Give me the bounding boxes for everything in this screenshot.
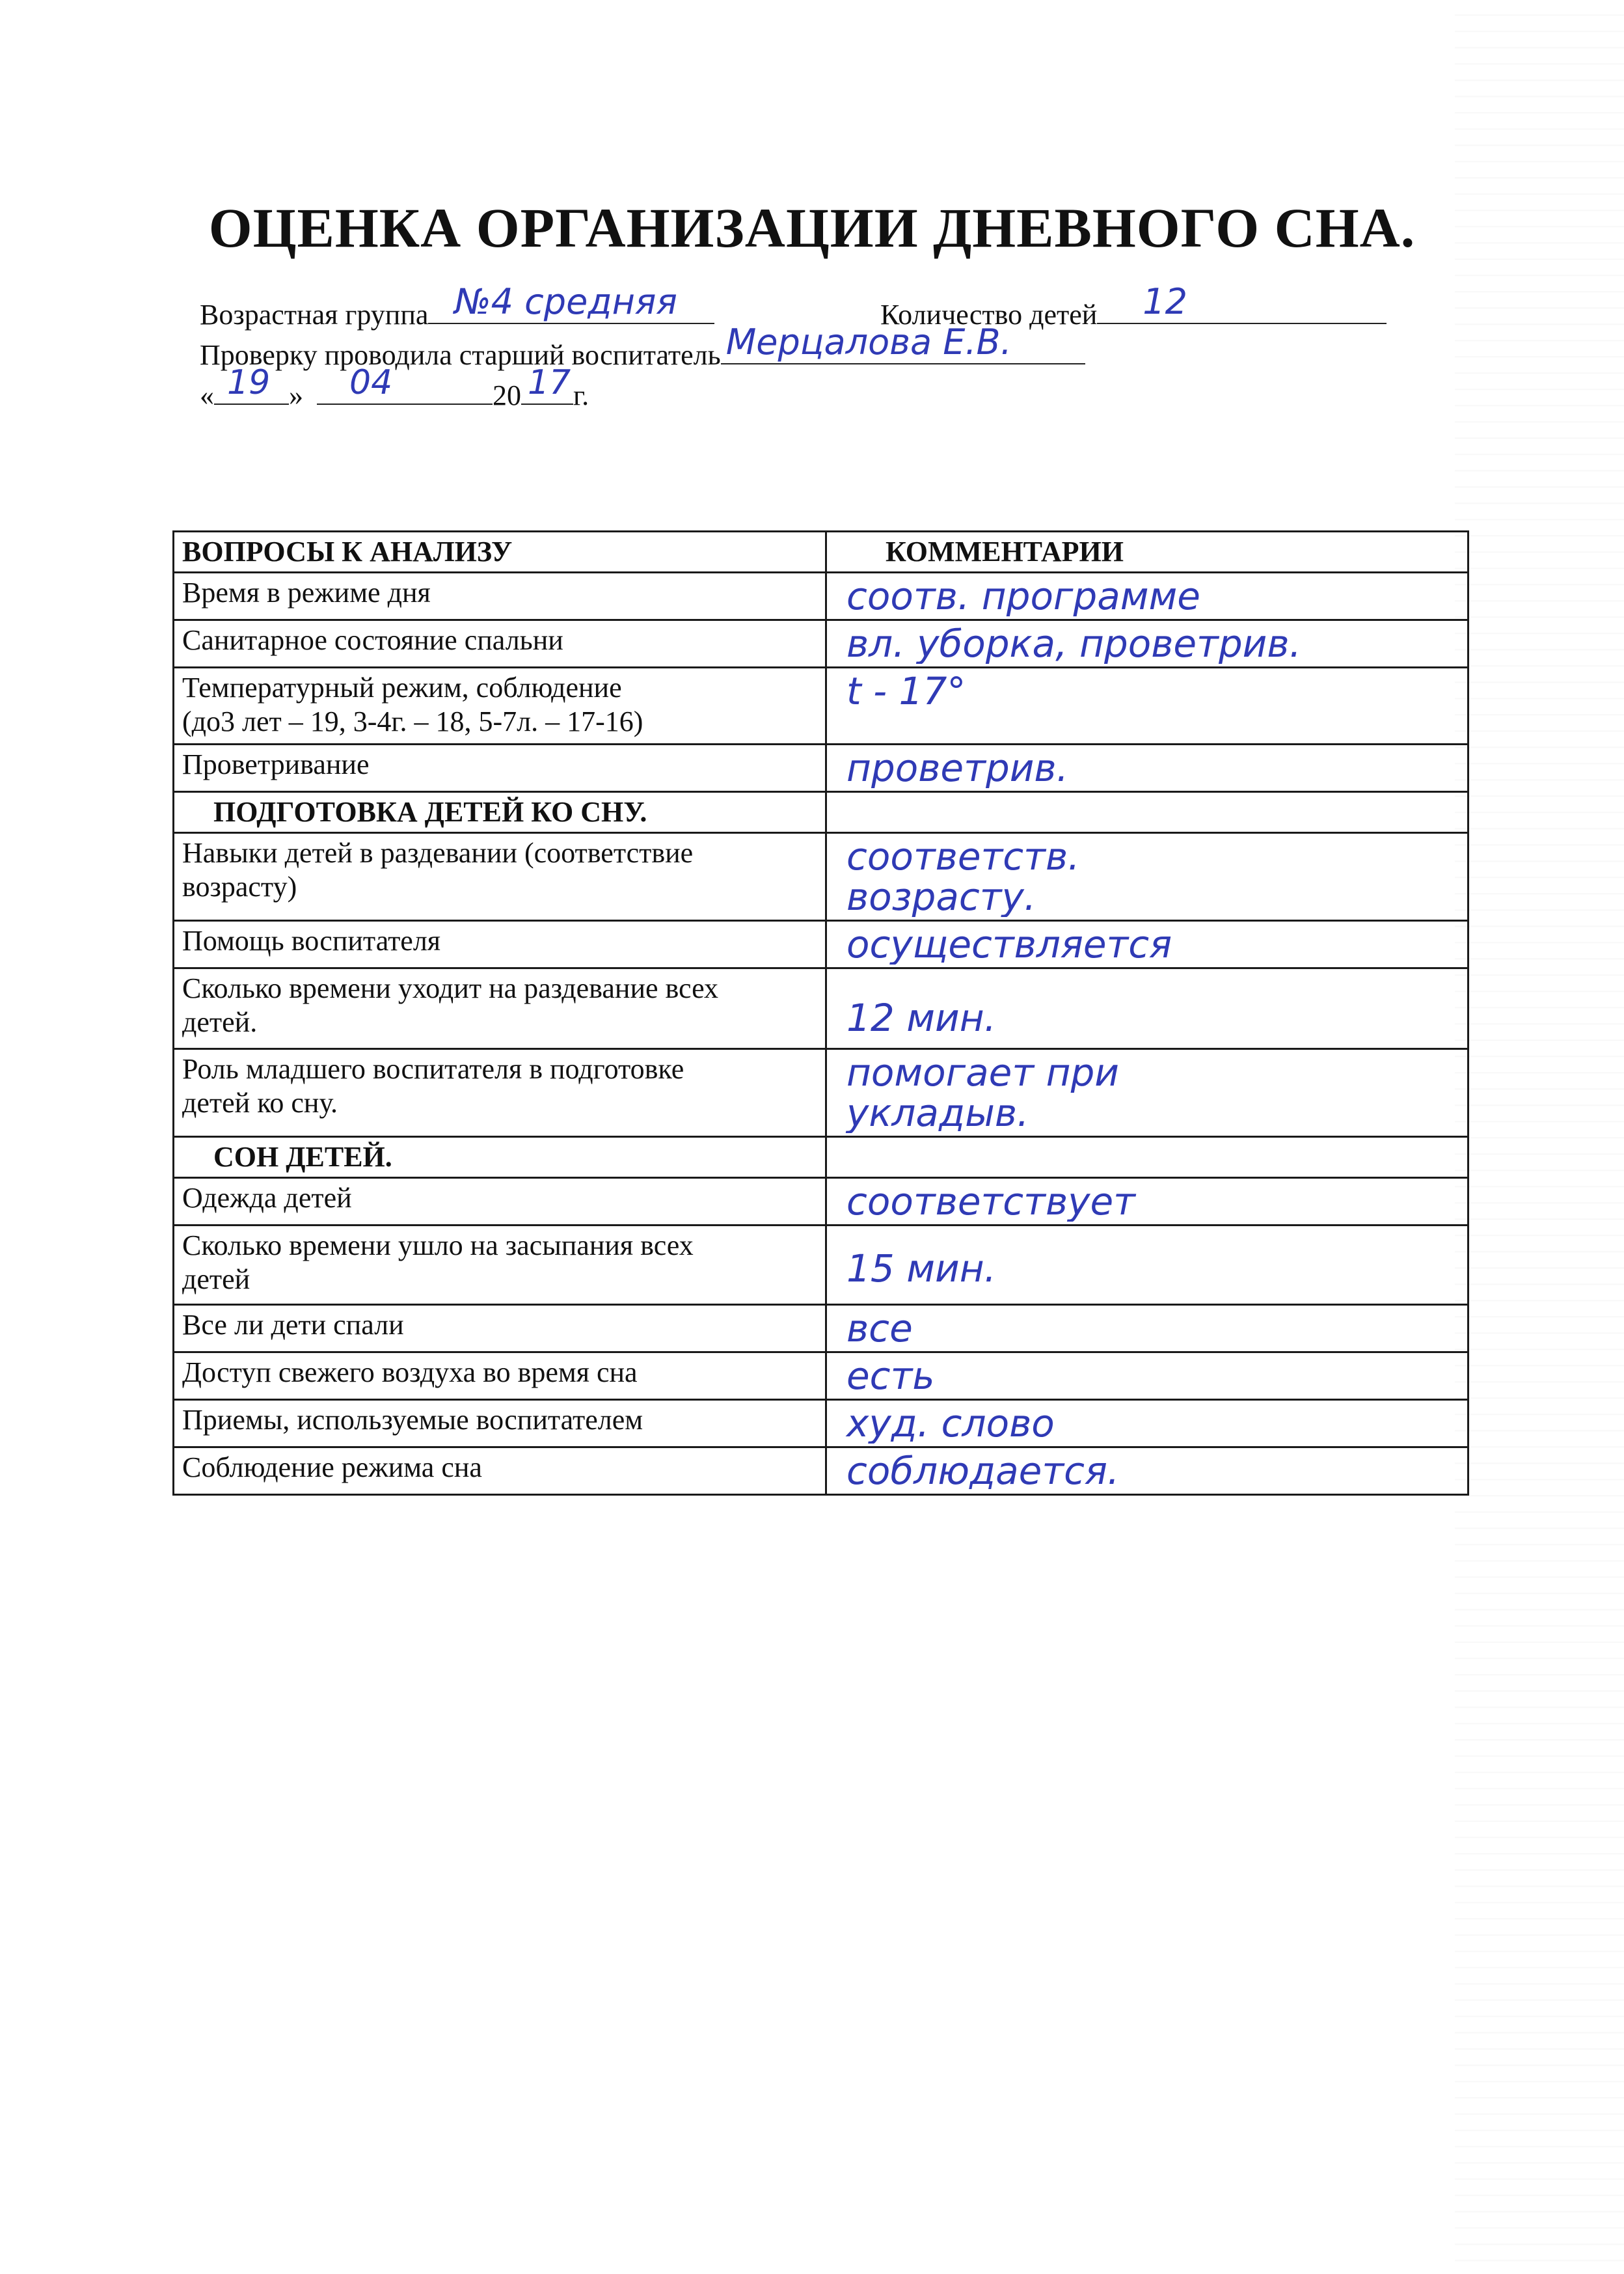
inspector-value: Мерцалова Е.В. — [725, 322, 1012, 363]
comment-cell[interactable] — [826, 1049, 1468, 1137]
comment-text: соотв. программе — [846, 576, 1200, 616]
comment-text: вл. уборка, проветрив. — [846, 623, 1301, 664]
section-empty-cell — [826, 1137, 1468, 1178]
question-cell: Помощь воспитателя — [174, 921, 826, 968]
question-line-2: детей ко сну. — [182, 1087, 338, 1119]
col-comments-header: КОММЕНТАРИИ — [826, 532, 1468, 573]
comment-cell[interactable] — [826, 1305, 1468, 1352]
table-row — [174, 1178, 1468, 1226]
question-cell: Доступ свежего воздуха во время сна — [174, 1352, 826, 1400]
table-row — [174, 833, 1468, 921]
table-row — [174, 1352, 1468, 1400]
comment-text: помогает при — [846, 1052, 1119, 1093]
question-line: Навыки детей в раздевании (соответствие — [182, 837, 694, 869]
comment-text: 12 мин. — [846, 998, 997, 1038]
date-close-quote: » — [289, 379, 303, 411]
comment-cell[interactable] — [826, 745, 1468, 792]
question-line-2: возрасту) — [182, 871, 297, 903]
comment-text: осуществляется — [846, 924, 1172, 965]
comment-text-2: возрасту. — [846, 877, 1036, 917]
comment-cell[interactable] — [826, 1352, 1468, 1400]
comment-cell[interactable] — [826, 921, 1468, 968]
comment-text: проветрив. — [846, 748, 1069, 788]
question-line: Роль младшего воспитателя в подготовке — [182, 1053, 684, 1085]
date-year-prefix: 20 — [493, 379, 521, 411]
question-cell — [174, 968, 826, 1049]
date-day-value: 19 — [227, 363, 271, 402]
question-cell: Санитарное состояние спальни — [174, 620, 826, 668]
question-line-2: детей — [182, 1263, 250, 1295]
comment-text-2: укладыв. — [846, 1093, 1029, 1133]
date-year-unit: г. — [573, 379, 589, 411]
table-row — [174, 1400, 1468, 1447]
col-questions-header: ВОПРОСЫ К АНАЛИЗУ — [174, 532, 826, 573]
comment-cell[interactable] — [826, 1226, 1468, 1305]
table-row — [174, 1049, 1468, 1137]
date-day-field[interactable] — [214, 363, 289, 405]
inspector-field[interactable] — [721, 322, 1085, 364]
table-row — [174, 620, 1468, 668]
analysis-table — [172, 530, 1469, 1496]
question-cell: Проветривание — [174, 745, 826, 792]
date-year-field[interactable] — [521, 363, 573, 405]
comment-text: соответствует — [846, 1181, 1135, 1222]
table-row — [174, 668, 1468, 745]
comment-text: есть — [846, 1356, 935, 1396]
comment-text: соблюдается. — [846, 1451, 1120, 1491]
question-cell: Все ли дети спали — [174, 1305, 826, 1352]
comment-cell[interactable] — [826, 833, 1468, 921]
comment-text: все — [846, 1308, 913, 1349]
question-line: Сколько времени уходит на раздевание всех — [182, 972, 719, 1004]
table-row — [174, 1447, 1468, 1495]
age-group-value: №4 средняя — [454, 281, 677, 322]
table-row — [174, 968, 1468, 1049]
question-line-2: детей. — [182, 1006, 258, 1038]
section-row-sleep — [174, 1137, 1468, 1178]
question-cell: Время в режиме дня — [174, 573, 826, 620]
comment-cell[interactable] — [826, 968, 1468, 1049]
comment-cell[interactable] — [826, 620, 1468, 668]
question-line-2: (до3 лет – 19, 3-4г. – 18, 5-7л. – 17-16) — [182, 705, 643, 737]
age-group-field[interactable] — [428, 281, 714, 324]
scan-edge-noise — [1455, 0, 1624, 2274]
children-count-field[interactable] — [1097, 281, 1387, 324]
date-month-field[interactable] — [317, 363, 493, 405]
table-row — [174, 1305, 1468, 1352]
table-row — [174, 921, 1468, 968]
question-cell — [174, 833, 826, 921]
inspector-line — [200, 322, 1085, 374]
question-cell: Приемы, используемые воспитателем — [174, 1400, 826, 1447]
question-cell — [174, 668, 826, 745]
page-title: ОЦЕНКА ОРГАНИЗАЦИИ ДНЕВНОГО СНА. — [208, 197, 1416, 259]
comment-cell[interactable] — [826, 573, 1468, 620]
comment-text: 15 мин. — [846, 1248, 997, 1289]
children-count-value: 12 — [1143, 281, 1188, 322]
section-title: ПОДГОТОВКА ДЕТЕЙ КО СНУ. — [174, 792, 826, 833]
section-title: СОН ДЕТЕЙ. — [174, 1137, 826, 1178]
comment-cell[interactable] — [826, 1178, 1468, 1226]
inspector-label: Проверку проводила старший воспитатель — [200, 339, 721, 371]
table-header-row — [174, 532, 1468, 573]
question-cell — [174, 1226, 826, 1305]
date-month-value: 04 — [349, 363, 393, 402]
comment-text: соответств. — [846, 836, 1080, 877]
age-group-line — [200, 281, 714, 333]
comment-cell[interactable] — [826, 1400, 1468, 1447]
table-row — [174, 745, 1468, 792]
table-row — [174, 1226, 1468, 1305]
date-line — [200, 363, 589, 414]
question-line: Сколько времени ушло на засыпания всех — [182, 1229, 694, 1261]
date-year-value: 17 — [528, 363, 571, 402]
question-line: Температурный режим, соблюдение — [182, 672, 622, 704]
children-count-label: Количество детей — [880, 299, 1098, 331]
section-empty-cell — [826, 792, 1468, 833]
question-cell: Соблюдение режима сна — [174, 1447, 826, 1495]
comment-cell[interactable] — [826, 668, 1468, 745]
question-cell: Одежда детей — [174, 1178, 826, 1226]
comment-text: худ. слово — [846, 1403, 1055, 1444]
question-cell — [174, 1049, 826, 1137]
section-row-preparation — [174, 792, 1468, 833]
age-group-label: Возрастная группа — [200, 299, 429, 331]
table-row — [174, 573, 1468, 620]
comment-text: t - 17° — [846, 671, 966, 711]
comment-cell[interactable] — [826, 1447, 1468, 1495]
date-open-quote: « — [200, 379, 214, 411]
